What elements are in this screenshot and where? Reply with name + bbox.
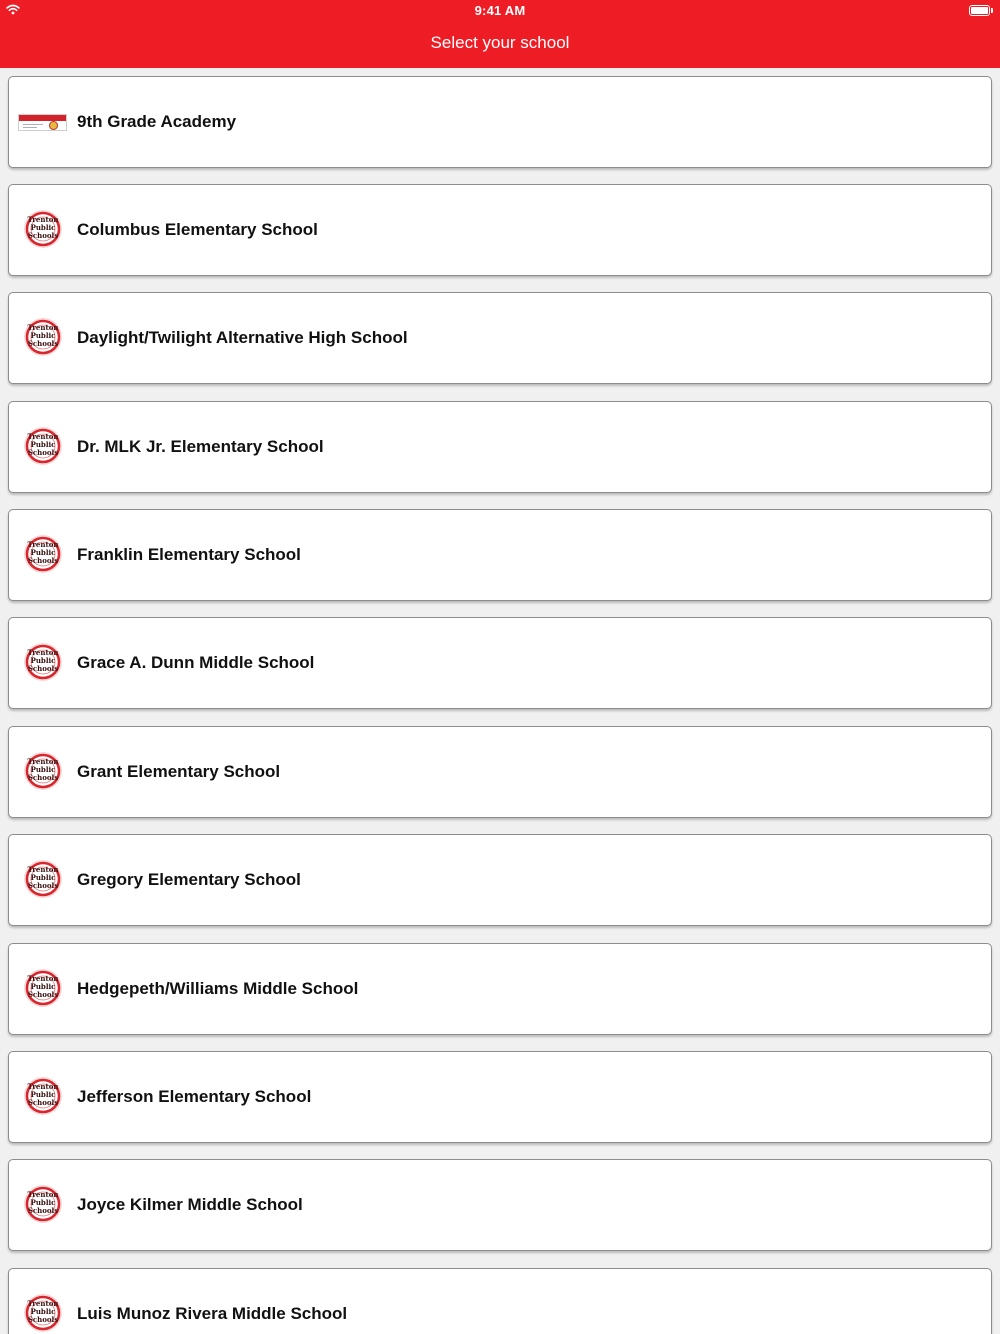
svg-text:Schools: Schools: [27, 1206, 59, 1215]
academy-banner-logo: [18, 114, 67, 131]
school-item-hedgepeth-williams-middle[interactable]: [8, 943, 992, 1035]
svg-text:Trenton: Trenton: [27, 215, 59, 224]
battery-icon: [969, 5, 993, 16]
svg-text:Trenton: Trenton: [27, 1299, 59, 1308]
school-name: Hedgepeth/Williams Middle School: [77, 979, 359, 998]
school-list[interactable]: [0, 68, 1000, 1334]
svg-text:Schools: Schools: [27, 990, 59, 999]
school-item-jefferson-elementary[interactable]: [8, 1051, 992, 1143]
trenton-public-schools-seal-icon: [23, 968, 63, 1008]
svg-text:Public: Public: [30, 765, 56, 774]
school-name: Grace A. Dunn Middle School: [77, 653, 315, 672]
school-item-columbus-elementary[interactable]: [8, 184, 992, 276]
trenton-public-schools-seal-icon: [23, 751, 63, 791]
school-item-franklin-elementary[interactable]: [8, 509, 992, 601]
school-name: Grant Elementary School: [77, 762, 281, 781]
school-name: Franklin Elementary School: [77, 545, 301, 564]
svg-text:Public: Public: [30, 548, 56, 557]
page-title: Select your school: [430, 33, 570, 52]
trenton-public-schools-seal-icon: [23, 426, 63, 466]
trenton-public-schools-seal-icon: [23, 1293, 63, 1333]
trenton-public-schools-seal-icon: [23, 317, 63, 357]
svg-text:Trenton: Trenton: [27, 432, 59, 441]
school-item-joyce-kilmer-middle[interactable]: [8, 1159, 992, 1251]
svg-text:Schools: Schools: [27, 1098, 59, 1107]
school-item-9th-grade-academy[interactable]: [8, 76, 992, 168]
svg-text:Schools: Schools: [27, 448, 59, 457]
status-bar: [0, 0, 1000, 22]
svg-text:Schools: Schools: [27, 664, 59, 673]
trenton-public-schools-seal-icon: [23, 1184, 63, 1224]
svg-text:Trenton: Trenton: [27, 540, 59, 549]
school-item-gregory-elementary[interactable]: [8, 834, 992, 926]
svg-text:Public: Public: [30, 656, 56, 665]
svg-text:Public: Public: [30, 1307, 56, 1316]
svg-text:Schools: Schools: [27, 1315, 59, 1324]
school-name: Columbus Elementary School: [77, 220, 318, 239]
trenton-public-schools-seal-icon: [23, 209, 63, 249]
svg-text:Public: Public: [30, 331, 56, 340]
svg-text:Trenton: Trenton: [27, 1082, 59, 1091]
trenton-public-schools-seal-icon: [23, 859, 63, 899]
svg-text:Trenton: Trenton: [27, 865, 59, 874]
school-item-grant-elementary[interactable]: [8, 726, 992, 818]
svg-text:Trenton: Trenton: [27, 974, 59, 983]
svg-text:Public: Public: [30, 1198, 56, 1207]
svg-text:Public: Public: [30, 982, 56, 991]
school-name: Dr. MLK Jr. Elementary School: [77, 437, 324, 456]
status-time: 9:41 AM: [474, 3, 526, 18]
school-name: Daylight/Twilight Alternative High School: [77, 328, 408, 347]
school-item-luis-munoz-rivera-middle[interactable]: [8, 1268, 992, 1334]
svg-text:Schools: Schools: [27, 231, 59, 240]
svg-text:Public: Public: [30, 223, 56, 232]
school-name: Gregory Elementary School: [77, 870, 301, 889]
svg-text:Schools: Schools: [27, 339, 59, 348]
svg-text:Schools: Schools: [27, 773, 59, 782]
svg-text:Trenton: Trenton: [27, 757, 59, 766]
svg-text:Trenton: Trenton: [27, 648, 59, 657]
school-item-daylight-twilight[interactable]: [8, 292, 992, 384]
school-name: Jefferson Elementary School: [77, 1087, 312, 1106]
school-name: Luis Munoz Rivera Middle School: [77, 1304, 348, 1323]
trenton-public-schools-seal-icon: [23, 642, 63, 682]
navigation-header: [0, 0, 1000, 68]
school-name: 9th Grade Academy: [77, 112, 237, 131]
trenton-public-schools-seal-icon: [23, 1076, 63, 1116]
school-item-grace-a-dunn-middle[interactable]: [8, 617, 992, 709]
svg-text:Public: Public: [30, 1090, 56, 1099]
svg-text:Trenton: Trenton: [27, 1190, 59, 1199]
school-name: Joyce Kilmer Middle School: [77, 1195, 303, 1214]
svg-text:Trenton: Trenton: [27, 323, 59, 332]
svg-text:Public: Public: [30, 440, 56, 449]
svg-text:Public: Public: [30, 873, 56, 882]
school-item-dr-mlk-jr-elementary[interactable]: [8, 401, 992, 493]
svg-text:Schools: Schools: [27, 881, 59, 890]
trenton-public-schools-seal-icon: [23, 534, 63, 574]
svg-text:Schools: Schools: [27, 556, 59, 565]
